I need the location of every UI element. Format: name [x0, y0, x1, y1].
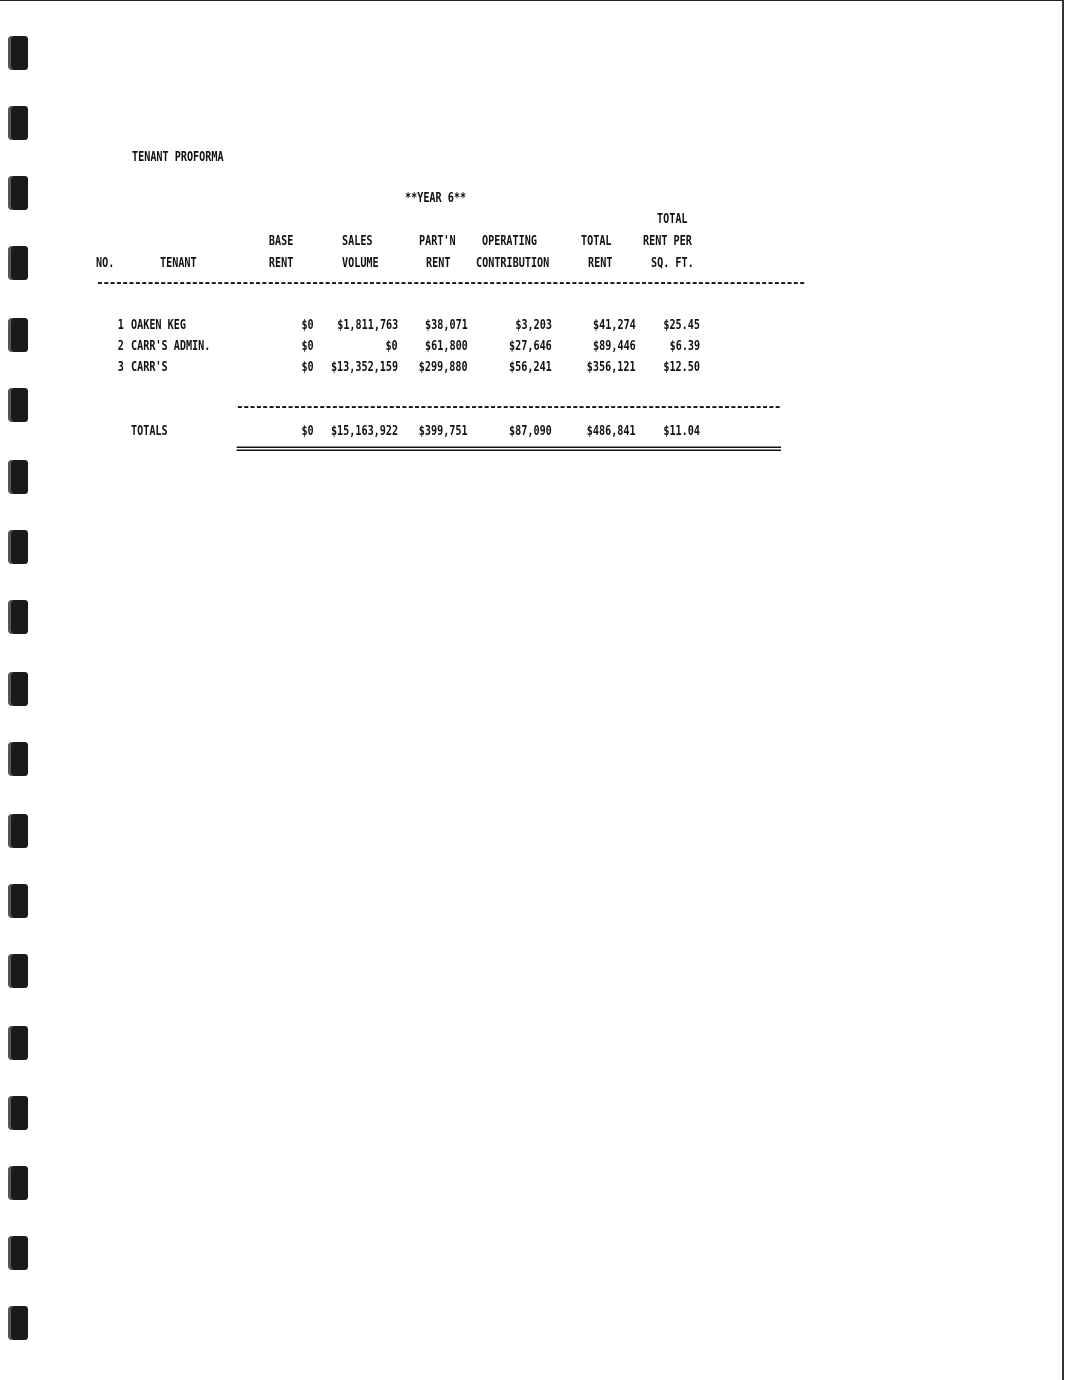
header-sales-volume-line2: VOLUME	[342, 256, 379, 271]
binder-holes	[8, 0, 30, 1380]
row-total-rent: $356,121	[587, 360, 636, 375]
row-partn-rent: $299,880	[419, 360, 468, 375]
binder-hole	[8, 1166, 28, 1200]
totals-sales-volume: $15,163,922	[330, 424, 398, 439]
totals-rent-per-sqft: $11.04	[663, 424, 700, 439]
totals-base-rent: $0	[301, 424, 314, 439]
header-rent-per-sqft-line3: SQ. FT.	[651, 256, 694, 271]
row-operating: $56,241	[509, 360, 552, 375]
row-tenant: CARR'S	[131, 360, 168, 375]
row-rent-per-sqft: $12.50	[663, 360, 700, 375]
totals-label: TOTALS	[131, 424, 168, 439]
header-divider: ----------------------------------------------------------------------------------------------------------------	[96, 276, 805, 291]
binder-hole	[8, 246, 28, 280]
header-no: NO.	[96, 256, 115, 271]
header-operating-line2: CONTRIBUTION	[476, 256, 550, 271]
totals-double-rule: ======================================================================================	[236, 442, 781, 457]
header-tenant: TENANT	[160, 256, 197, 271]
binder-hole	[8, 1096, 28, 1130]
header-partn-rent-line2: RENT	[426, 256, 451, 271]
binder-hole	[8, 318, 28, 352]
binder-hole	[8, 600, 28, 634]
header-total-rent-line2: RENT	[588, 256, 613, 271]
header-base-rent-line2: RENT	[268, 256, 293, 271]
row-base-rent: $0	[301, 360, 314, 375]
binder-hole	[8, 36, 28, 70]
row-total-rent: $41,274	[593, 318, 636, 333]
row-partn-rent: $61,800	[425, 339, 468, 354]
header-base-rent-line1: BASE	[268, 234, 293, 249]
binder-hole	[8, 460, 28, 494]
document-title: TENANT PROFORMA	[132, 150, 224, 165]
row-sales-volume: $1,811,763	[336, 318, 398, 333]
row-operating: $3,203	[515, 318, 552, 333]
year-label: **YEAR 6**	[405, 191, 467, 206]
binder-hole	[8, 1236, 28, 1270]
binder-hole	[8, 1026, 28, 1060]
row-operating: $27,646	[509, 339, 552, 354]
row-base-rent: $0	[301, 318, 314, 333]
totals-partn-rent: $399,751	[419, 424, 468, 439]
row-partn-rent: $38,071	[425, 318, 468, 333]
row-no: 2	[117, 339, 124, 354]
row-rent-per-sqft: $25.45	[663, 318, 700, 333]
header-rent-per-sqft-line1: TOTAL	[657, 212, 688, 227]
totals-divider: --------------------------------------------------------------------------------------	[236, 400, 781, 415]
row-no: 1	[117, 318, 124, 333]
binder-hole	[8, 176, 28, 210]
header-total-rent-line1: TOTAL	[581, 234, 612, 249]
binder-hole	[8, 388, 28, 422]
row-no: 3	[117, 360, 124, 375]
row-tenant: OAKEN KEG	[131, 318, 186, 333]
row-base-rent: $0	[301, 339, 314, 354]
totals-operating: $87,090	[509, 424, 552, 439]
binder-hole	[8, 884, 28, 918]
binder-hole	[8, 814, 28, 848]
row-sales-volume: $0	[385, 339, 398, 354]
header-rent-per-sqft-line2: RENT PER	[643, 234, 692, 249]
binder-hole	[8, 742, 28, 776]
row-rent-per-sqft: $6.39	[669, 339, 700, 354]
row-tenant: CARR'S ADMIN.	[131, 339, 211, 354]
header-operating-line1: OPERATING	[482, 234, 537, 249]
totals-total-rent: $486,841	[587, 424, 636, 439]
binder-hole	[8, 672, 28, 706]
binder-hole	[8, 954, 28, 988]
row-total-rent: $89,446	[593, 339, 636, 354]
row-sales-volume: $13,352,159	[330, 360, 398, 375]
binder-hole	[8, 1306, 28, 1340]
header-partn-rent-line1: PART'N	[419, 234, 456, 249]
header-sales-volume-line1: SALES	[342, 234, 373, 249]
binder-hole	[8, 530, 28, 564]
binder-hole	[8, 106, 28, 140]
